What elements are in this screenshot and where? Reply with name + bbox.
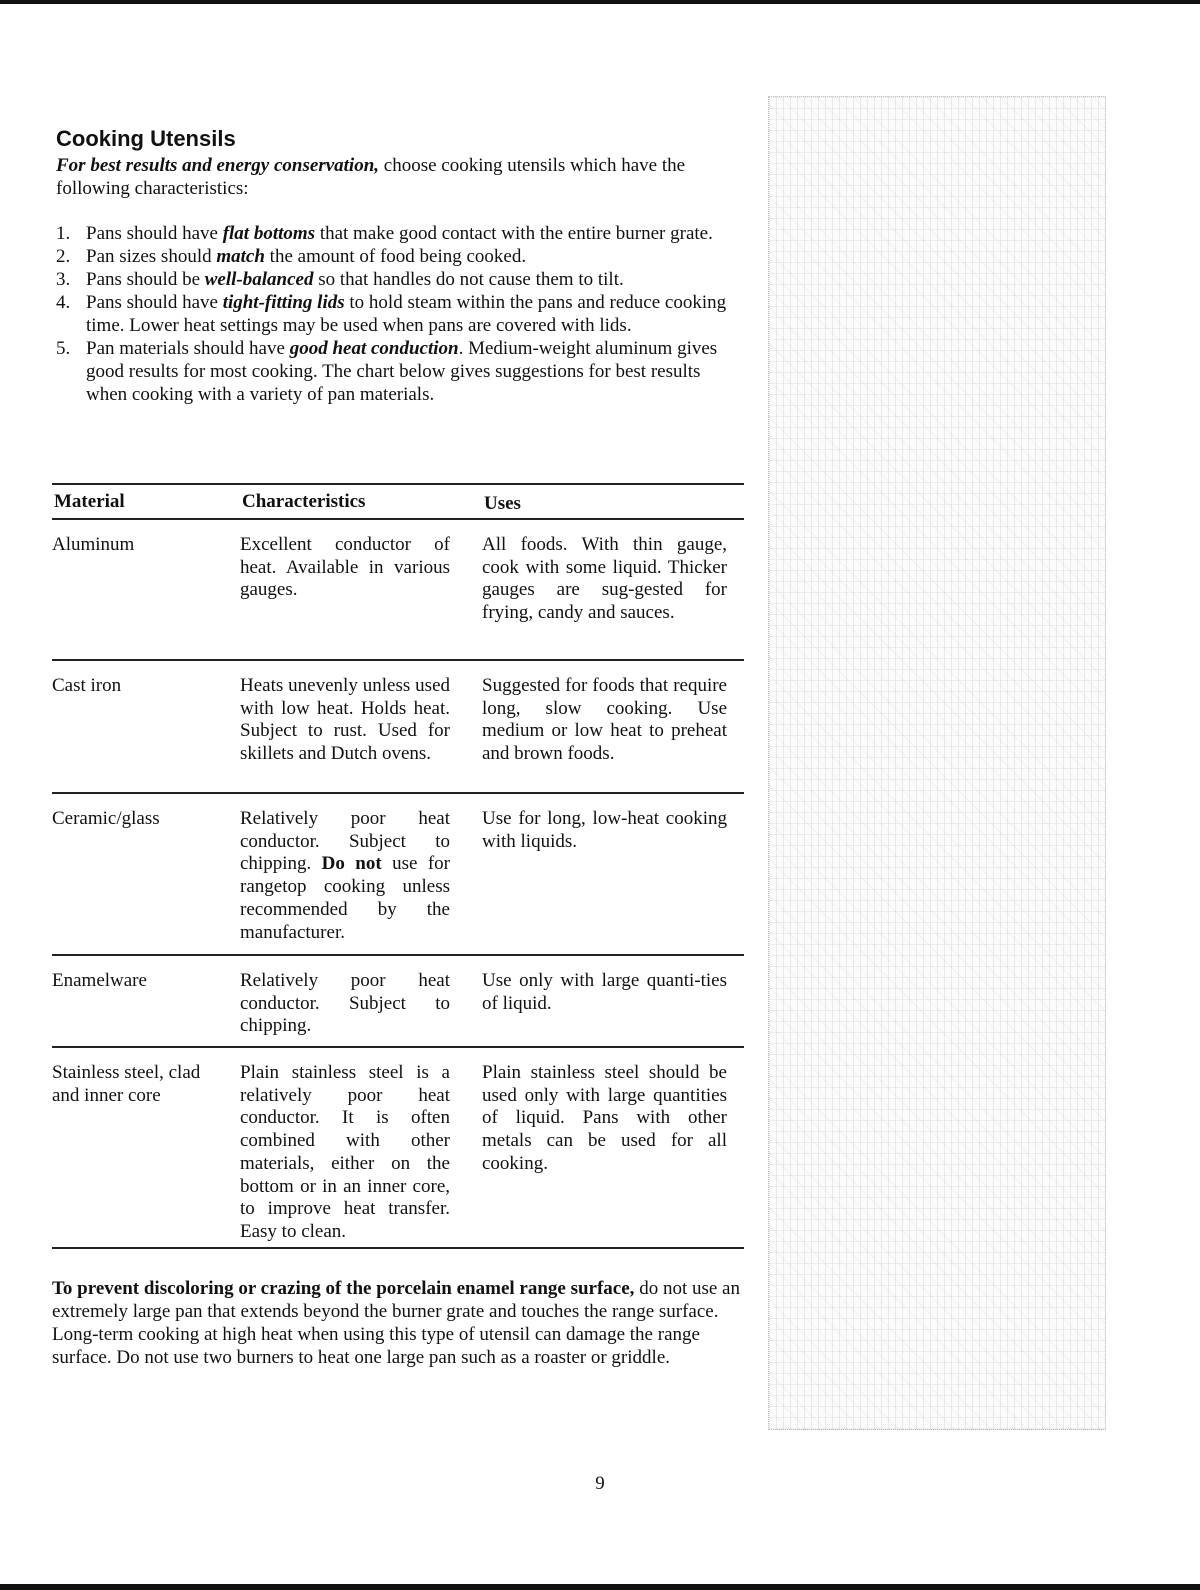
list-text: Pan sizes should bbox=[86, 246, 217, 267]
cell-uses: Use only with large quanti-ties of liquid. bbox=[482, 970, 727, 1014]
warning-text: do not use an extremely large pan that extends beyond the burner grate and touches the range surface. Long-term cooking at high heat when using this type of utensil can damage the range surface. Do not use two burners to heat one large pan such as a roaster or griddle. bbox=[52, 1278, 740, 1368]
cell-uses: All foods. With thin gauge, cook with some liquid. Thicker gauges are sug-gested for frying, candy and sauces. bbox=[482, 534, 727, 624]
cell-characteristics bbox=[240, 808, 450, 944]
list-highlight: well-balanced bbox=[204, 269, 314, 290]
list-item bbox=[56, 222, 746, 245]
scan-noise-margin bbox=[768, 96, 1106, 1430]
list-number: 4. bbox=[56, 292, 71, 313]
list-highlight: tight-fitting lids bbox=[222, 292, 345, 313]
list-highlight: match bbox=[216, 246, 265, 267]
page-title: Cooking Utensils bbox=[56, 126, 236, 151]
cell-text: use for rangetop cooking unless recommended by the manufacturer. bbox=[240, 853, 450, 943]
cell-characteristics: Heats unevenly unless used with low heat. Holds heat. Subject to rust. Used for skillets and Dutch ovens. bbox=[240, 675, 450, 765]
list-item bbox=[56, 291, 746, 337]
list-highlight: good heat conduction bbox=[289, 338, 459, 359]
warning-lead: To prevent discoloring or crazing of the porcelain enamel range surface, bbox=[52, 1278, 635, 1299]
intro-paragraph bbox=[56, 154, 746, 200]
header-uses: Uses bbox=[484, 493, 521, 514]
table-row bbox=[52, 520, 744, 661]
list-item bbox=[56, 337, 746, 406]
page-number: 9 bbox=[595, 1473, 605, 1494]
list-text: . Medium-weight aluminum gives good results for most cooking. The chart below gives suggestions for best results when cooking with a variety of pan materials. bbox=[86, 338, 718, 405]
cell-uses: Plain stainless steel should be used only with large quantities of liquid. Pans with other metals can be used for all cooking. bbox=[482, 1062, 727, 1174]
cell-text: Relatively poor heat conductor. Subject to chipping. bbox=[240, 808, 450, 875]
list-text: Pan materials should have bbox=[86, 338, 290, 359]
table-row bbox=[52, 1048, 744, 1249]
table-header bbox=[52, 485, 744, 520]
list-number: 2. bbox=[56, 246, 71, 267]
cell-characteristics: Relatively poor heat conductor. Subject to chipping. bbox=[240, 970, 450, 1037]
table-row bbox=[52, 661, 744, 794]
list-text: the amount of food being cooked. bbox=[264, 246, 527, 267]
cell-material: Cast iron bbox=[52, 675, 122, 696]
bottom-rule bbox=[0, 1584, 1200, 1590]
cell-text-bold: Do not bbox=[321, 853, 382, 875]
cell-uses: Use for long, low-heat cooking with liquids. bbox=[482, 808, 727, 852]
header-material: Material bbox=[54, 491, 125, 512]
list-highlight: flat bottoms bbox=[222, 223, 316, 244]
cell-characteristics: Excellent conductor of heat. Available in various gauges. bbox=[240, 534, 450, 601]
cell-material: Aluminum bbox=[52, 534, 135, 555]
list-text: Pans should have bbox=[86, 223, 223, 244]
intro-text: choose cooking utensils which have the following characteristics: bbox=[56, 155, 686, 199]
cell-uses: Suggested for foods that require long, slow cooking. Use medium or low heat to preheat and brown foods. bbox=[482, 675, 727, 765]
list-text: Pans should have bbox=[86, 292, 223, 313]
list-number: 3. bbox=[56, 269, 71, 290]
table-row bbox=[52, 794, 744, 956]
cell-material: Enamelware bbox=[52, 970, 147, 991]
list-text: so that handles do not cause them to tilt. bbox=[313, 269, 624, 290]
cell-material: Ceramic/glass bbox=[52, 808, 160, 829]
characteristics-list bbox=[56, 222, 746, 406]
table-row bbox=[52, 956, 744, 1048]
intro-lead: For best results and energy conservation, bbox=[56, 155, 380, 176]
list-text: Pans should be bbox=[86, 269, 205, 290]
pan-materials-table bbox=[52, 483, 744, 1249]
top-rule bbox=[0, 0, 1200, 4]
list-number: 5. bbox=[56, 338, 71, 359]
list-text: that make good contact with the entire burner grate. bbox=[315, 223, 713, 244]
list-number: 1. bbox=[56, 223, 71, 244]
cell-characteristics: Plain stainless steel is a relatively poor heat conductor. It is often combined with other materials, either on the bottom or in an inner core, to improve heat transfer. Easy to clean. bbox=[240, 1062, 450, 1242]
cell-material: Stainless steel, clad and inner core bbox=[52, 1062, 201, 1106]
list-item bbox=[56, 245, 746, 268]
list-text: to hold steam within the pans and reduce cooking time. Lower heat settings may be used when pans are covered with lids. bbox=[86, 292, 727, 336]
list-item bbox=[56, 268, 746, 291]
header-characteristics: Characteristics bbox=[242, 491, 366, 512]
warning-paragraph bbox=[52, 1277, 746, 1369]
